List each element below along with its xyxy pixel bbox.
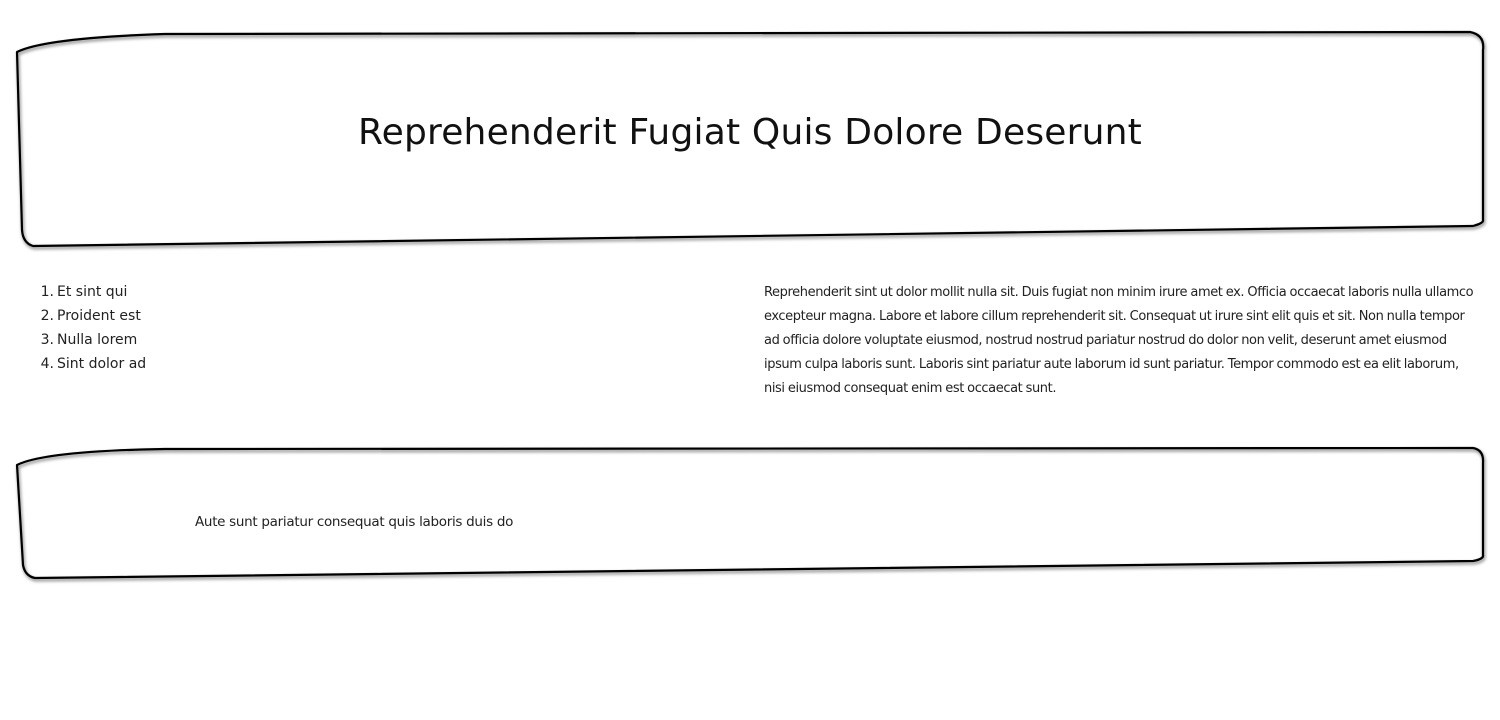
body-paragraph: Reprehenderit sint ut dolor mollit nulla sit. Duis fugiat non minim irure amet ex. Officia occaecat laboris nulla ullamco excepteur magna. Labore et labore cillum reprehenderit sit. Consequat ut irure sint elit quis et sit. Non nulla tempor ad officia dolore voluptate eiusmod, nostrud nostrud pariatur nostrud do dolor non velit, deserunt amet eiusmod ipsum culpa laboris sunt. Laboris sint pariatur aute laborum id sunt pariatur. Tempor commodo est ea elit laborum, nisi eiusmod consequat enim est occaecat sunt. (764, 285, 1474, 396)
list-item (38, 328, 146, 352)
list-item-label: Sint dolor ad (57, 356, 147, 372)
footer-text: Aute sunt pariatur consequat quis laboris duis do (195, 514, 514, 530)
numbered-list (38, 280, 146, 376)
list-item-label: Et sint qui (57, 284, 128, 300)
page-title: Reprehenderit Fugiat Quis Dolore Deserunt (358, 112, 1142, 153)
list-item (38, 280, 146, 304)
list-item (38, 304, 146, 328)
list-item-label: Proident est (57, 308, 141, 324)
header-banner (15, 30, 1485, 250)
list-item-number: 3. (40, 332, 54, 348)
list-item (38, 352, 146, 376)
list-item-label: Nulla lorem (57, 332, 138, 348)
footer-banner (15, 445, 1485, 585)
list-item-number: 1. (40, 284, 54, 300)
list-item-number: 2. (40, 308, 54, 324)
list-item-number: 4. (40, 356, 54, 372)
